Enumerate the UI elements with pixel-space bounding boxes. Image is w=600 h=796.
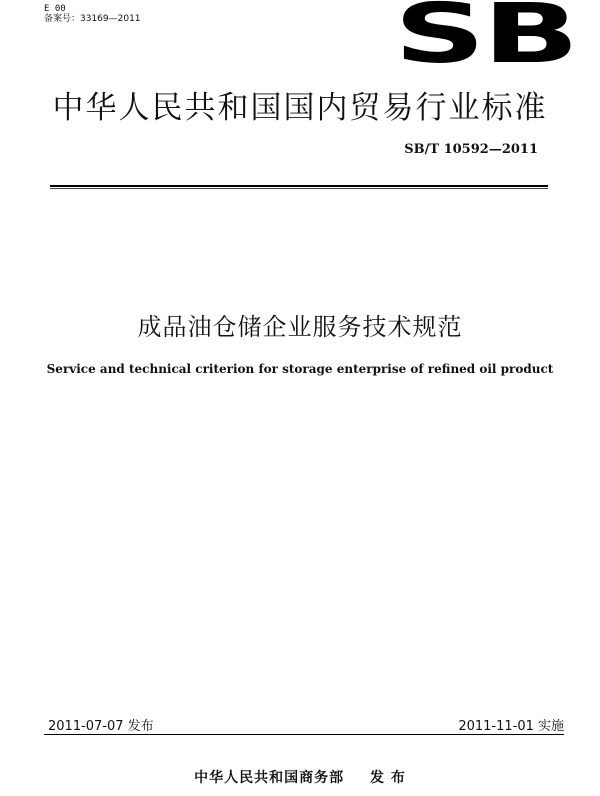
- standard-number: SB/T 10592—2011: [404, 142, 538, 157]
- publisher: [0, 767, 600, 787]
- header-divider: [50, 185, 548, 187]
- header-divider-thin: [50, 188, 548, 189]
- issue-date: 2011-07-07 发布: [48, 719, 154, 734]
- sb-logo: SB: [394, 0, 577, 82]
- publisher-action: 发 布: [370, 770, 406, 786]
- document-title-cn: 成品油仓储企业服务技术规范: [137, 313, 463, 341]
- publisher-name: 中华人民共和国商务部: [194, 770, 345, 786]
- record-number: 备案号：33169—2011: [44, 14, 141, 24]
- document-title-en: Service and technical criterion for storage enterprise of refined oil product: [46, 362, 554, 376]
- ics-code: E 00: [44, 4, 66, 14]
- implementation-date: 2011-11-01 实施: [458, 719, 564, 734]
- organization-title: 中华人民共和国国内贸易行业标准: [52, 90, 548, 126]
- footer-divider: [44, 734, 564, 735]
